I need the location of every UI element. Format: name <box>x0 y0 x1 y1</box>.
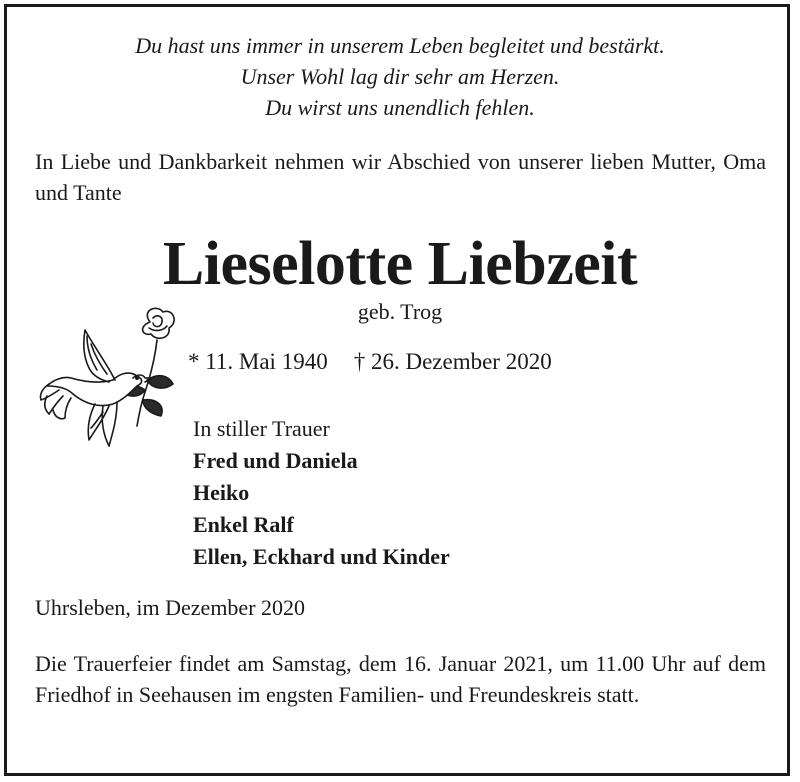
memorial-verse <box>0 30 800 123</box>
verse-line: Du wirst uns unendlich fehlen. <box>265 95 535 120</box>
birth-date: * 11. Mai 1940 <box>188 349 328 374</box>
mourner-name: Ellen, Eckhard und Kinder <box>193 544 450 569</box>
deceased-name: Lieselotte Liebzeit <box>162 230 638 298</box>
verse-line: Du hast uns immer in unserem Leben begleitet und bestärkt. <box>135 33 665 58</box>
farewell-intro: In Liebe und Dankbarkeit nehmen wir Abschied von unserer lieben Mutter, Oma und Tante <box>35 149 766 205</box>
verse-line: Unser Wohl lag dir sehr am Herzen. <box>240 64 560 89</box>
mourner-name: Enkel Ralf <box>193 512 294 537</box>
dove-with-rose-icon <box>33 300 193 470</box>
life-dates <box>188 347 552 377</box>
death-date: † 26. Dezember 2020 <box>353 349 552 374</box>
mourner-name: Heiko <box>193 480 250 505</box>
funeral-service-notice: Die Trauerfeier findet am Samstag, dem 16. Januar 2021, um 11.00 Uhr auf dem Friedhof in Seehausen im engsten Familien- und Freundeskreis statt. <box>35 651 766 707</box>
mourner-name: Fred und Daniela <box>193 448 358 473</box>
place-and-date: Uhrsleben, im Dezember 2020 <box>35 595 306 620</box>
mourning-heading: In stiller Trauer <box>193 416 330 441</box>
mourners-block <box>193 413 450 573</box>
maiden-name: geb. Trog <box>357 299 443 324</box>
